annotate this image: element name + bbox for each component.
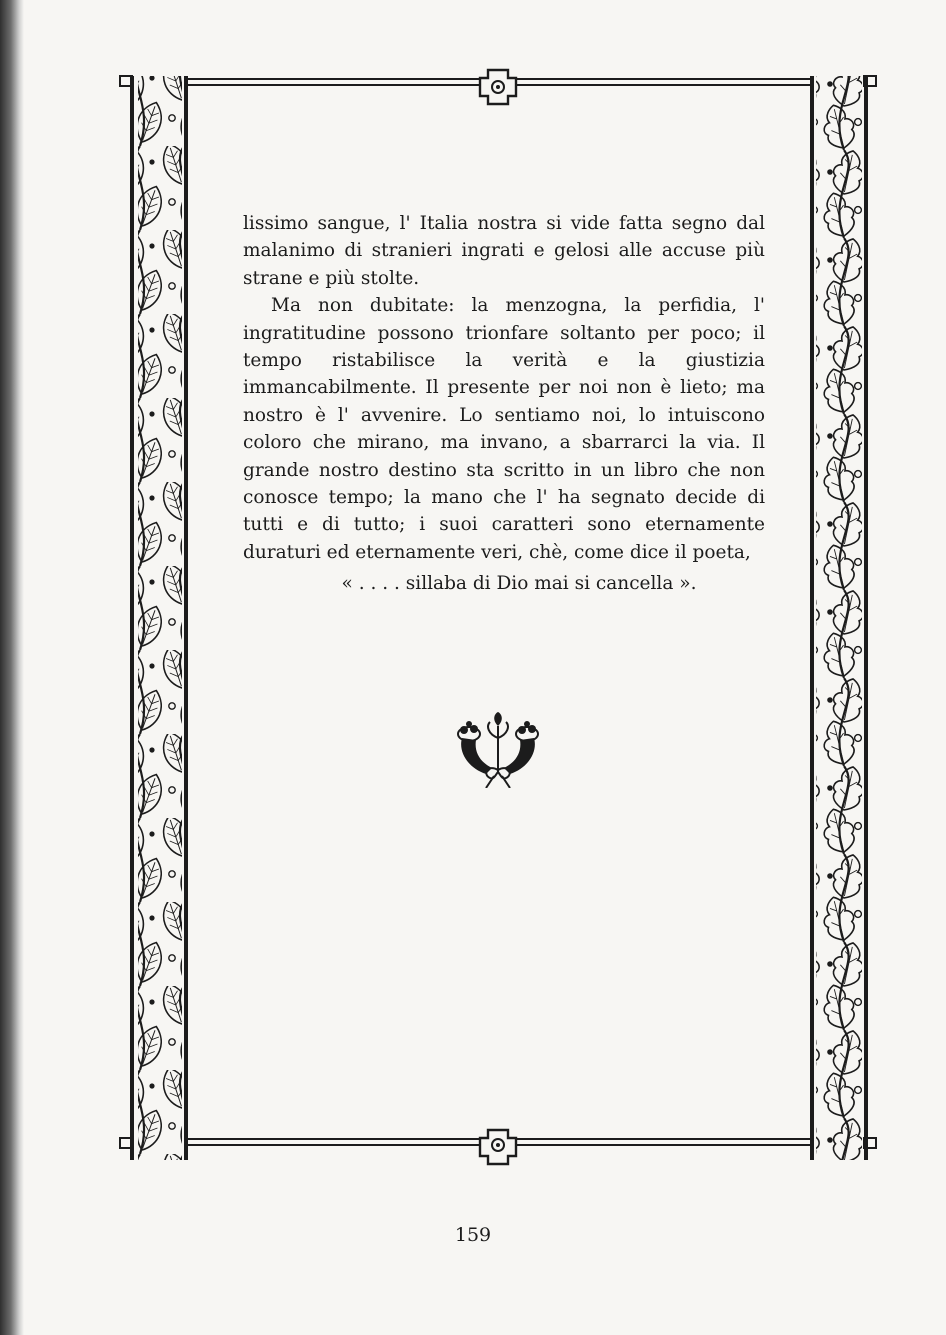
paragraph-1: lissimo sangue, l' Italia nostra si vide fatta segno dal malanimo di stranieri ingrati e gelosi alle accuse più strane e più stolte. [243, 213, 765, 289]
scan-shadow-edge [0, 0, 24, 1335]
cross-medallion-icon [480, 70, 516, 104]
poet-quote: « . . . . sillaba di Dio mai si cancella ». [341, 573, 697, 595]
paragraph-2: Ma non dubitate: la menzogna, la perfidia, l' ingratitudine possono trionfare soltanto per poco; il tempo ristabilisce la verità e la giustizia immancabilmente. Il presente per noi non è lieto; ma nostro è l' avvenire. Lo sentiamo noi, lo intuiscono coloro che mirano, ma invano, a sbarrarci la via. Il grande nostro destino sta scritto in un libro che non conosce tempo; la mano che l' ha segnato decide di tutti e di tutto; i suoi caratteri sono eternamente duraturi ed eternamente veri, chè, come dice il poeta, [243, 295, 765, 563]
page-number: 159 [454, 1224, 492, 1246]
cornucopia-fleuron-icon [452, 712, 544, 788]
body-text [243, 210, 765, 598]
cross-medallion-icon [480, 1130, 516, 1164]
